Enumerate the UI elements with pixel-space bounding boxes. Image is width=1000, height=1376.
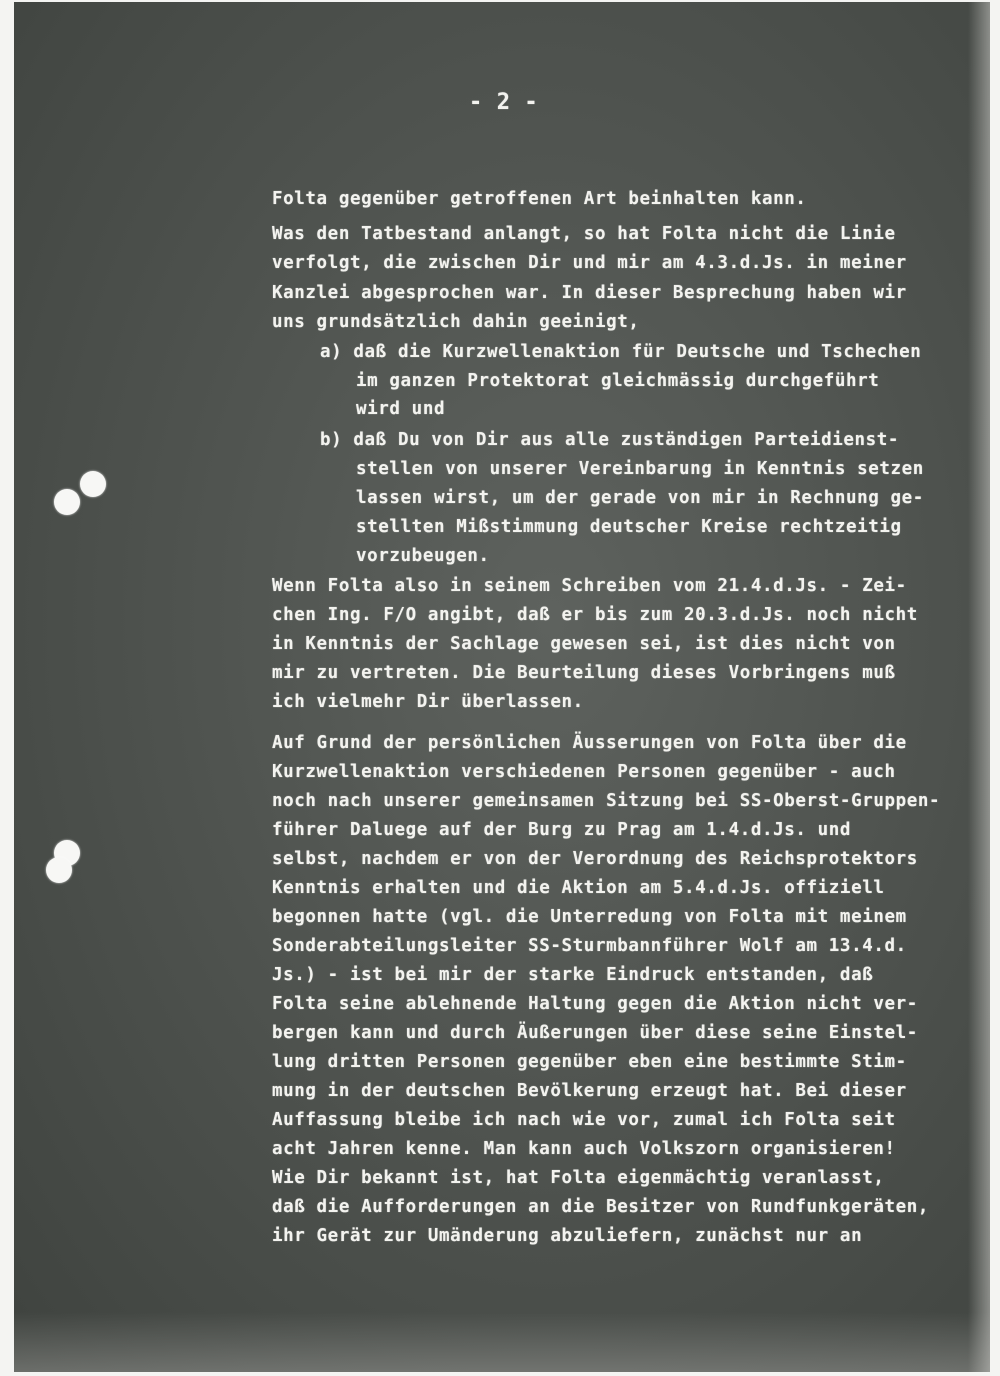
text-line: vorzubeugen.: [356, 546, 490, 566]
text-line: wird und: [356, 399, 446, 419]
text-line: im ganzen Protektorat gleichmässig durchgeführt: [356, 371, 880, 391]
punch-hole-bottom-b: [46, 857, 72, 883]
text-line: ich vielmehr Dir überlassen.: [272, 692, 584, 712]
text-line: in Kenntnis der Sachlage gewesen sei, ist dies nicht von: [272, 634, 896, 654]
page-edge-highlight: [968, 2, 990, 1372]
text-line: bergen kann und durch Äußerungen über diese seine Einstel-: [272, 1023, 918, 1043]
text-line: Sonderabteilungsleiter SS-Sturmbannführer Wolf am 13.4.d.: [272, 936, 907, 956]
text-line: Folta seine ablehnende Haltung gegen die Aktion nicht ver-: [272, 994, 918, 1014]
text-line: ihr Gerät zur Umänderung abzuliefern, zunächst nur an: [272, 1226, 863, 1246]
text-line: b) daß Du von Dir aus alle zuständigen Parteidienst-: [320, 430, 900, 450]
page-number: - 2 -: [469, 90, 539, 115]
page-bottom-shading: [14, 1312, 990, 1372]
text-line: Js.) - ist bei mir der starke Eindruck entstanden, daß: [272, 965, 874, 985]
text-line: Kurzwellenaktion verschiedenen Personen gegenüber - auch: [272, 762, 896, 782]
text-line: daß die Aufforderungen an die Besitzer von Rundfunkgeräten,: [272, 1197, 930, 1217]
text-line: a) daß die Kurzwellenaktion für Deutsche und Tschechen: [320, 342, 922, 362]
text-line: begonnen hatte (vgl. die Unterredung von Folta mit meinem: [272, 907, 907, 927]
text-line: chen Ing. F/O angibt, daß er bis zum 20.3.d.Js. noch nicht: [272, 605, 918, 625]
text-line: acht Jahren kenne. Man kann auch Volkszorn organisieren!: [272, 1139, 896, 1159]
text-line: Wenn Folta also in seinem Schreiben vom 21.4.d.Js. - Zei-: [272, 576, 907, 596]
text-line: mir zu vertreten. Die Beurteilung dieses Vorbringens muß: [272, 663, 896, 683]
document-page: [14, 2, 990, 1372]
text-line: Was den Tatbestand anlangt, so hat Folta nicht die Linie: [272, 224, 896, 244]
text-line: lung dritten Personen gegenüber eben eine bestimmte Stim-: [272, 1052, 907, 1072]
text-line: Wie Dir bekannt ist, hat Folta eigenmächtig veranlasst,: [272, 1168, 885, 1188]
text-line: mung in der deutschen Bevölkerung erzeugt hat. Bei dieser: [272, 1081, 907, 1101]
text-line: stellen von unserer Vereinbarung in Kenntnis setzen: [356, 459, 924, 479]
text-line: selbst, nachdem er von der Verordnung des Reichsprotektors: [272, 849, 918, 869]
text-line: verfolgt, die zwischen Dir und mir am 4.3.d.Js. in meiner: [272, 253, 907, 273]
text-line: lassen wirst, um der gerade von mir in Rechnung ge-: [356, 488, 924, 508]
punch-hole-top-a: [80, 471, 106, 497]
text-line: stellten Mißstimmung deutscher Kreise rechtzeitig: [356, 517, 902, 537]
text-line: uns grundsätzlich dahin geeinigt,: [272, 312, 640, 332]
text-line: Kenntnis erhalten und die Aktion am 5.4.d.Js. offiziell: [272, 878, 885, 898]
text-line: Kanzlei abgesprochen war. In dieser Besprechung haben wir: [272, 283, 907, 303]
text-line: führer Daluege auf der Burg zu Prag am 1.4.d.Js. und: [272, 820, 852, 840]
text-line: Auf Grund der persönlichen Äusserungen von Folta über die: [272, 733, 907, 753]
text-line: Auffassung bleibe ich nach wie vor, zumal ich Folta seit: [272, 1110, 896, 1130]
text-line: noch nach unserer gemeinsamen Sitzung bei SS-Oberst-Gruppen-: [272, 791, 941, 811]
text-line: Folta gegenüber getroffenen Art beinhalten kann.: [272, 189, 807, 209]
punch-hole-top-b: [54, 489, 80, 515]
